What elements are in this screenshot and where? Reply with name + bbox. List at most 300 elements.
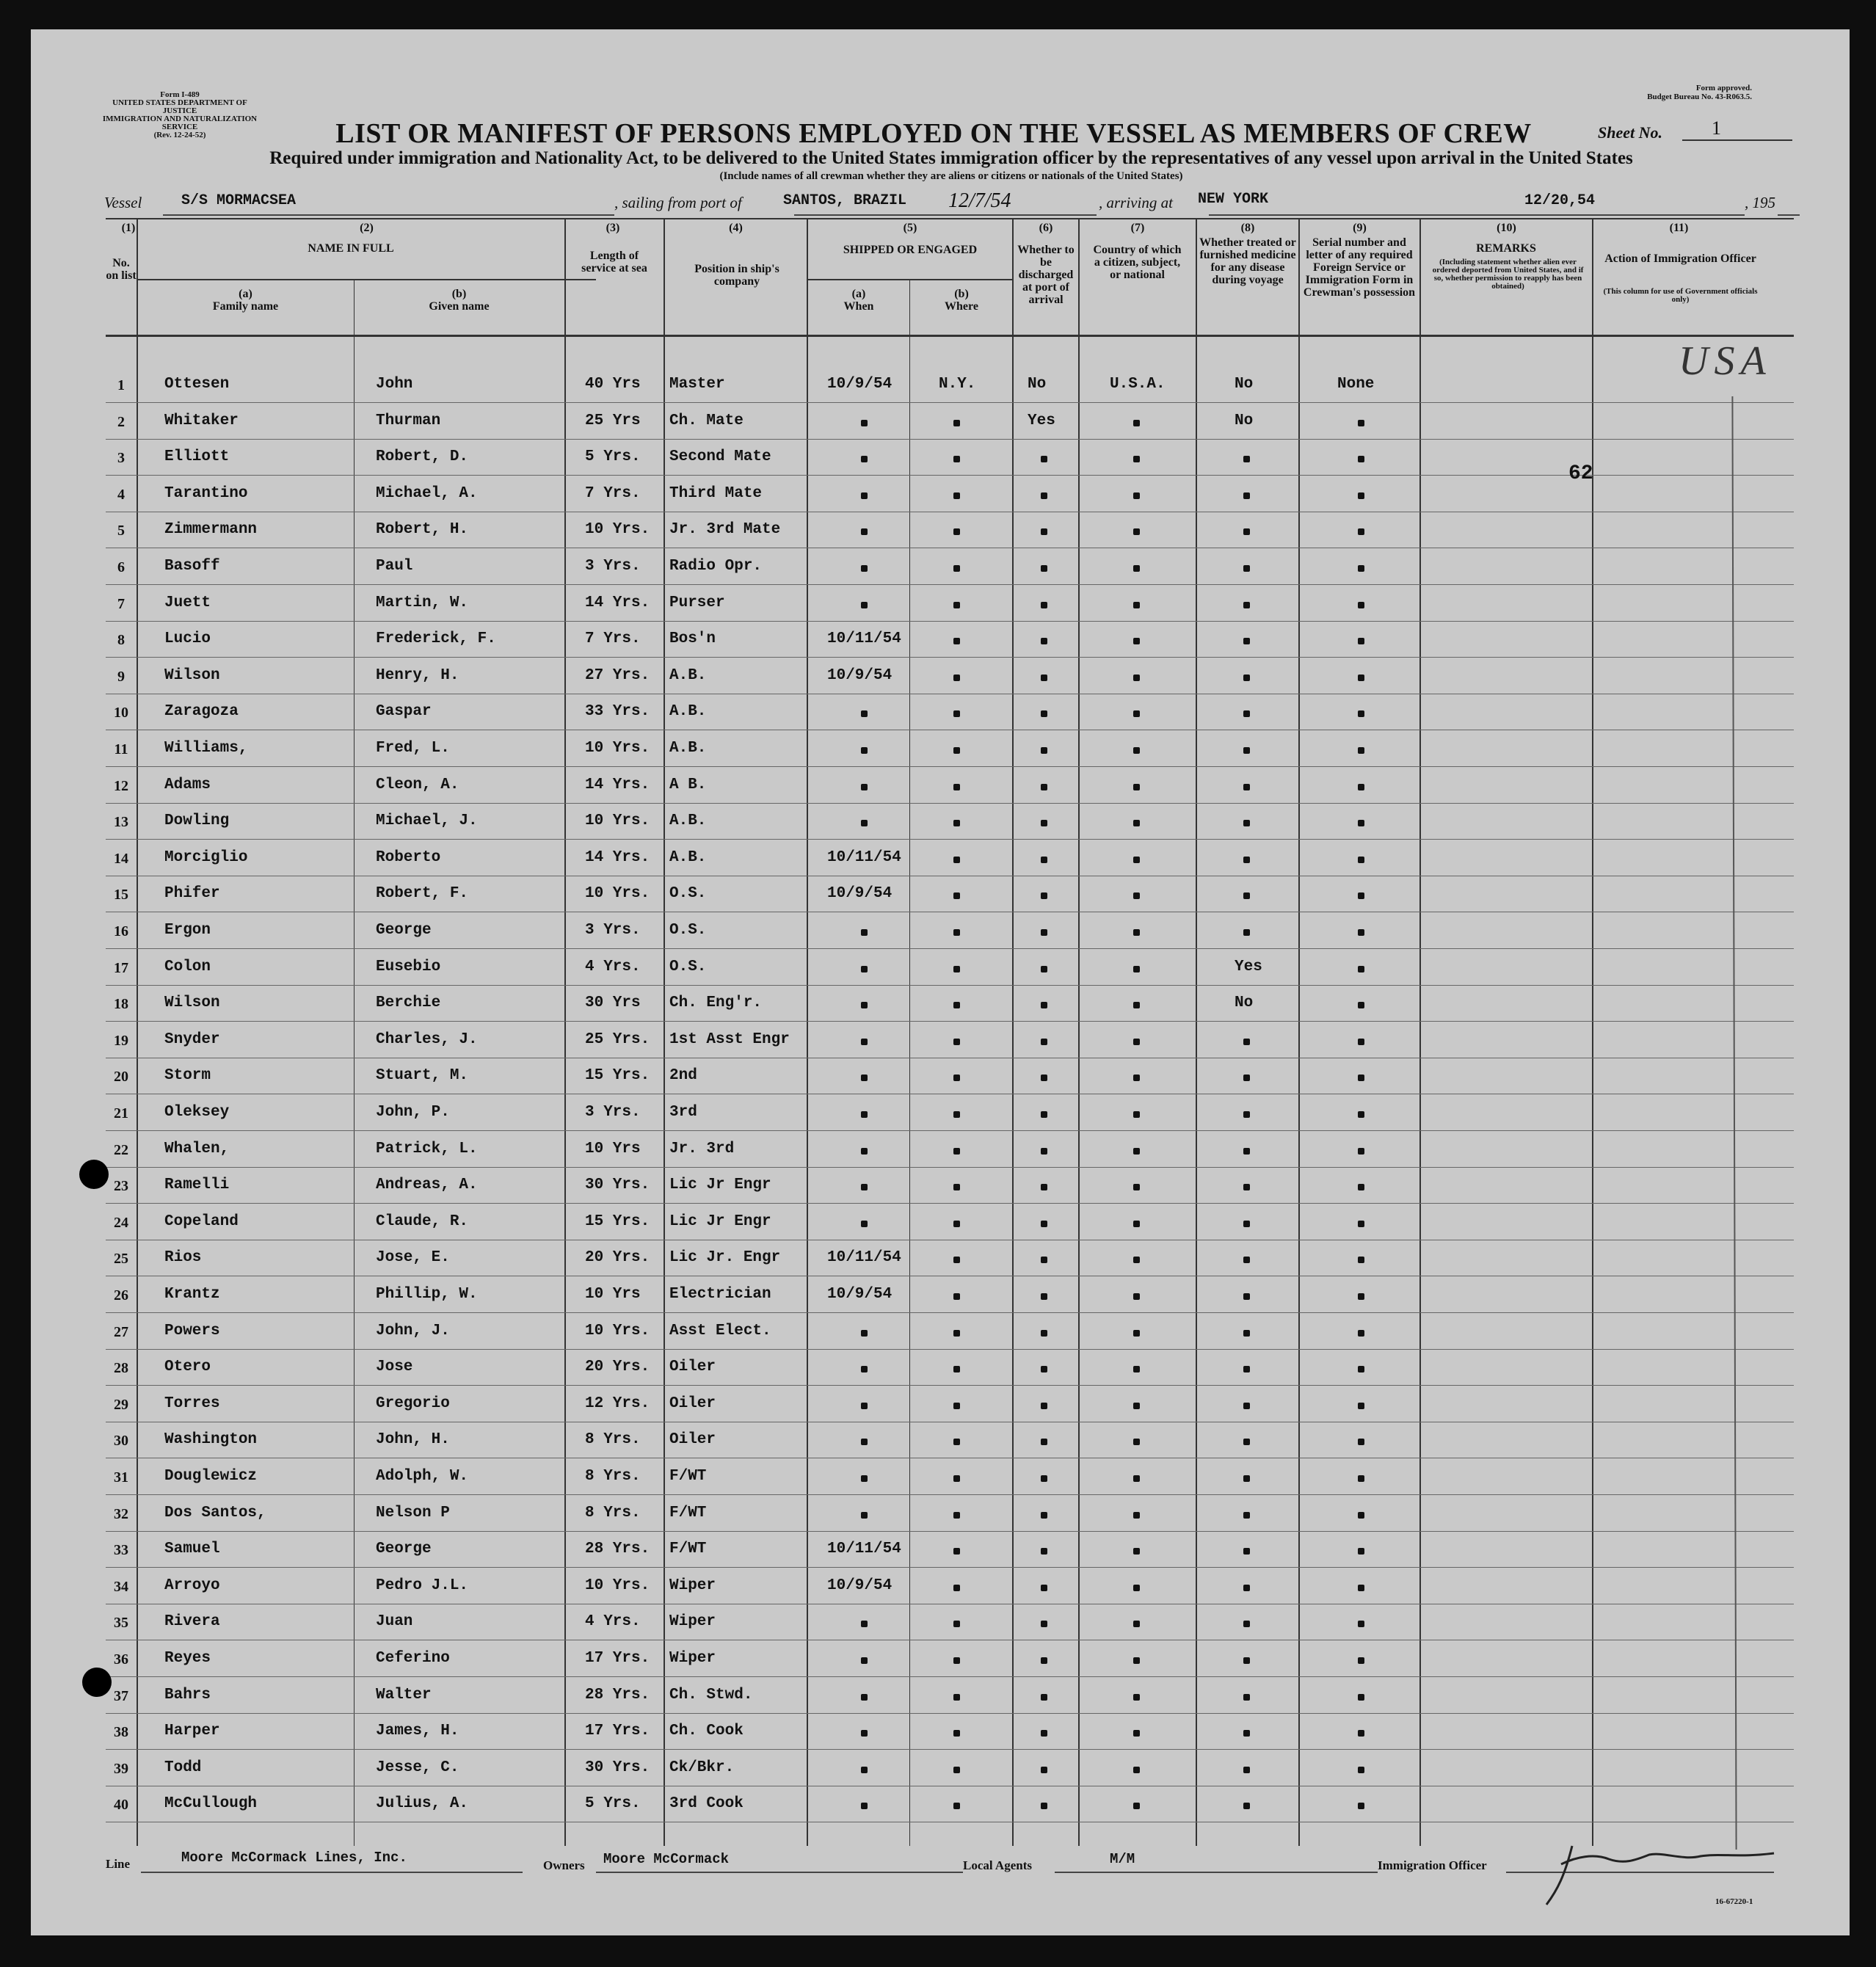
service-cell: 27 Yrs. (585, 667, 650, 684)
row-number: 40 (114, 1797, 128, 1813)
footer-line-label: Line (106, 1857, 131, 1871)
service-cell: 20 Yrs. (585, 1359, 650, 1375)
row-rule (106, 1021, 1794, 1022)
col-divider (1012, 218, 1014, 1846)
position-cell: Ch. Cook (669, 1723, 744, 1739)
position-cell: A.B. (669, 667, 707, 684)
ditto-mark (861, 1330, 868, 1337)
ditto-mark (1041, 1366, 1047, 1372)
ditto-mark (1133, 1366, 1140, 1372)
header-bottom-rule (106, 335, 1794, 337)
ditto-mark (1243, 565, 1250, 572)
row-number: 29 (114, 1397, 128, 1413)
ditto-mark (953, 857, 960, 863)
ditto-mark (1243, 1403, 1250, 1409)
row-number: 25 (114, 1251, 128, 1267)
ditto-mark (861, 1184, 868, 1190)
service-cell: 14 Yrs. (585, 849, 650, 866)
ditto-mark (1041, 1585, 1047, 1591)
service-cell: 28 Yrs. (585, 1687, 650, 1704)
service-cell: 10 Yrs. (585, 1323, 650, 1339)
ditto-mark (953, 820, 960, 826)
col8-num: (8) (1240, 222, 1255, 234)
year-line (1778, 214, 1800, 216)
given-name-cell: Thurman (376, 412, 441, 429)
form-id-left: Form I-489 UNITED STATES DEPARTMENT OF JUSTICE IMMIGRATION AND NATURALIZATION SERVICE (Rev. 12-24-52) (102, 90, 258, 139)
ditto-mark (1133, 1657, 1140, 1664)
col-divider (1078, 218, 1080, 1846)
ditto-mark (1358, 1184, 1364, 1190)
service-cell: 8 Yrs. (585, 1431, 641, 1448)
row-number: 14 (114, 851, 128, 867)
given-name-cell: George (376, 922, 432, 939)
ditto-mark (1243, 456, 1250, 462)
arriving-line (1209, 214, 1745, 216)
given-name-cell: Stuart, M. (376, 1067, 469, 1084)
ditto-mark (953, 1403, 960, 1409)
ditto-mark (1041, 1657, 1047, 1664)
position-cell: F/WT (669, 1541, 707, 1557)
row-rule (106, 439, 1794, 440)
col11-num: (11) (1669, 222, 1689, 234)
ditto-mark (953, 1585, 960, 1591)
arriving-label: , arriving at (1099, 194, 1173, 211)
ditto-mark (1243, 1293, 1250, 1300)
handwritten-note: 62 (1568, 462, 1593, 485)
ditto-mark (953, 1184, 960, 1190)
sheet-value: 1 (1712, 117, 1721, 139)
row-number: 32 (114, 1506, 128, 1522)
position-cell: Second Mate (669, 448, 771, 465)
punch-hole (79, 1160, 109, 1189)
given-name-cell: James, H. (376, 1723, 459, 1739)
ditto-mark (1041, 1803, 1047, 1809)
row-number: 20 (114, 1069, 128, 1085)
ditto-mark (861, 1366, 868, 1372)
ditto-mark (1041, 784, 1047, 790)
ditto-mark (861, 1803, 868, 1809)
col5b-header: (b) Where (945, 288, 978, 313)
ditto-mark (1243, 1803, 1250, 1809)
ditto-mark (1243, 929, 1250, 936)
ditto-mark (1358, 675, 1364, 681)
ditto-mark (1358, 1366, 1364, 1372)
shipped-when-cell: 10/9/54 (827, 1577, 892, 1594)
service-cell: 14 Yrs. (585, 595, 650, 611)
ditto-mark (953, 747, 960, 754)
ditto-mark (953, 1366, 960, 1372)
given-name-cell: John (376, 376, 413, 393)
row-rule (106, 948, 1794, 949)
family-name-cell: Torres (164, 1395, 220, 1412)
position-cell: Jr. 3rd (669, 1141, 735, 1157)
page-title: LIST OR MANIFEST OF PERSONS EMPLOYED ON THE VESSEL AS MEMBERS OF CREW (335, 118, 1532, 149)
ditto-mark (861, 420, 868, 426)
row-number: 27 (114, 1324, 128, 1340)
given-name-cell: Cleon, A. (376, 777, 459, 793)
ditto-mark (1243, 1111, 1250, 1118)
row-rule (106, 1531, 1794, 1532)
ditto-mark (1358, 492, 1364, 499)
service-cell: 30 Yrs. (585, 1759, 650, 1776)
footer-line-rule (141, 1872, 523, 1873)
family-name-cell: Zimmermann (164, 521, 258, 538)
col8-header: Whether treated or furnished medicine for any disease during voyage (1199, 236, 1296, 286)
family-name-cell: Wilson (164, 995, 220, 1011)
family-name-cell: Snyder (164, 1031, 220, 1048)
ditto-mark (1133, 1330, 1140, 1337)
ditto-mark (1243, 1075, 1250, 1081)
row-number: 19 (114, 1033, 128, 1049)
col-divider (1419, 218, 1421, 1846)
row-rule (106, 1494, 1794, 1495)
sailing-label: , sailing from port of (614, 194, 742, 211)
row-number: 9 (117, 669, 125, 685)
service-cell: 15 Yrs. (585, 1213, 650, 1230)
ditto-mark (1041, 892, 1047, 899)
ditto-mark (953, 1330, 960, 1337)
ditto-mark (1358, 1111, 1364, 1118)
col4-header: Position in ship's company (694, 263, 779, 288)
ditto-mark (953, 638, 960, 644)
ditto-mark (953, 675, 960, 681)
given-name-cell: Eusebio (376, 959, 441, 975)
ditto-mark (1358, 1148, 1364, 1155)
footer-agents-value: M/M (1110, 1851, 1135, 1867)
row-number: 33 (114, 1542, 128, 1558)
service-cell: 3 Yrs. (585, 1104, 641, 1121)
position-cell: Oiler (669, 1395, 716, 1412)
ditto-mark (1041, 820, 1047, 826)
given-name-cell: John, P. (376, 1104, 450, 1121)
service-cell: 10 Yrs. (585, 1577, 650, 1594)
family-name-cell: Copeland (164, 1213, 239, 1230)
ditto-mark (861, 1111, 868, 1118)
ditto-mark (1358, 1075, 1364, 1081)
ditto-mark (1133, 1039, 1140, 1045)
row-number: 31 (114, 1469, 128, 1486)
medicine-cell: Yes (1235, 959, 1262, 975)
family-name-cell: Whalen, (164, 1141, 230, 1157)
position-cell: F/WT (669, 1505, 707, 1521)
family-name-cell: Phifer (164, 885, 220, 902)
ditto-mark (1133, 1221, 1140, 1227)
ditto-mark (1358, 1694, 1364, 1701)
ditto-mark (1358, 747, 1364, 754)
ditto-mark (1133, 602, 1140, 608)
ditto-mark (1243, 1439, 1250, 1445)
ditto-mark (1243, 710, 1250, 717)
ditto-mark (1243, 1767, 1250, 1773)
ditto-mark (953, 1111, 960, 1118)
ditto-mark (1243, 528, 1250, 535)
ditto-mark (1133, 1075, 1140, 1081)
col-divider (909, 279, 910, 1846)
service-cell: 30 Yrs. (585, 1177, 650, 1193)
ditto-mark (1243, 1657, 1250, 1664)
ditto-mark (1243, 1694, 1250, 1701)
row-number: 12 (114, 778, 128, 794)
row-rule (106, 621, 1794, 622)
col9-num: (9) (1353, 222, 1367, 234)
row-rule (106, 1567, 1794, 1568)
ditto-mark (1243, 638, 1250, 644)
ditto-mark (1041, 1221, 1047, 1227)
ditto-mark (1133, 747, 1140, 754)
position-cell: 3rd Cook (669, 1795, 744, 1812)
position-cell: A.B. (669, 849, 707, 866)
ditto-mark (861, 565, 868, 572)
ditto-mark (1358, 966, 1364, 972)
row-rule (106, 803, 1794, 804)
position-cell: Lic Jr Engr (669, 1213, 771, 1230)
given-name-cell: Phillip, W. (376, 1286, 478, 1303)
ditto-mark (1041, 492, 1047, 499)
ditto-mark (1243, 784, 1250, 790)
ditto-mark (1243, 492, 1250, 499)
service-cell: 3 Yrs. (585, 922, 641, 939)
family-name-cell: Todd (164, 1759, 202, 1776)
ditto-mark (861, 1657, 868, 1664)
ditto-mark (861, 602, 868, 608)
ditto-mark (861, 1002, 868, 1008)
ditto-mark (1358, 929, 1364, 936)
handwritten-usa: USA (1679, 338, 1772, 384)
ditto-mark (861, 784, 868, 790)
position-cell: 2nd (669, 1067, 697, 1084)
shipped-when-cell: 10/11/54 (827, 630, 901, 647)
position-cell: Third Mate (669, 485, 763, 502)
ditto-mark (1133, 892, 1140, 899)
service-cell: 10 Yrs. (585, 740, 650, 757)
ditto-mark (1041, 1439, 1047, 1445)
vessel-value: S/S MORMACSEA (181, 192, 297, 209)
shipped-when-cell: 10/11/54 (827, 1541, 901, 1557)
ditto-mark (1133, 528, 1140, 535)
ditto-mark (1358, 1293, 1364, 1300)
discharged-cell: Yes (1028, 412, 1055, 429)
ditto-mark (861, 1221, 868, 1227)
service-cell: 4 Yrs. (585, 1613, 641, 1630)
ditto-mark (1133, 1475, 1140, 1482)
col2a-header: (a) Family name (212, 288, 279, 313)
ditto-mark (953, 1621, 960, 1627)
ditto-mark (1358, 1330, 1364, 1337)
ditto-mark (1243, 1257, 1250, 1263)
ditto-mark (1133, 1184, 1140, 1190)
family-name-cell: Douglewicz (164, 1468, 258, 1485)
family-name-cell: Washington (164, 1431, 258, 1448)
ditto-mark (1041, 966, 1047, 972)
ditto-mark (861, 929, 868, 936)
row-rule (106, 657, 1794, 658)
col2b-header: (b) Given name (429, 288, 490, 313)
ditto-mark (1133, 1694, 1140, 1701)
ditto-mark (1243, 1148, 1250, 1155)
ditto-mark (861, 1439, 868, 1445)
ditto-mark (1243, 675, 1250, 681)
col-divider (564, 218, 566, 1846)
row-number: 13 (114, 814, 128, 830)
ditto-mark (861, 747, 868, 754)
row-number: 10 (114, 705, 128, 721)
shipped-when-cell: 10/9/54 (827, 885, 892, 902)
row-rule (106, 1349, 1794, 1350)
family-name-cell: Ergon (164, 922, 211, 939)
ditto-mark (861, 1767, 868, 1773)
ditto-mark (1358, 1002, 1364, 1008)
ditto-mark (1041, 1111, 1047, 1118)
ditto-mark (1358, 1585, 1364, 1591)
ditto-mark (953, 1221, 960, 1227)
service-cell: 17 Yrs. (585, 1723, 650, 1739)
ditto-mark (1358, 1403, 1364, 1409)
ditto-mark (1041, 565, 1047, 572)
ditto-mark (1133, 710, 1140, 717)
given-name-cell: Patrick, L. (376, 1141, 478, 1157)
ditto-mark (1358, 1767, 1364, 1773)
row-rule (106, 1130, 1794, 1131)
row-rule (106, 475, 1794, 476)
given-name-cell: Jose (376, 1359, 413, 1375)
row-number: 4 (117, 487, 125, 503)
ditto-mark (1041, 1148, 1047, 1155)
ditto-mark (1358, 1548, 1364, 1555)
ditto-mark (1358, 892, 1364, 899)
given-name-cell: George (376, 1541, 432, 1557)
ditto-mark (1358, 784, 1364, 790)
row-rule (106, 1312, 1794, 1313)
given-name-cell: Michael, J. (376, 812, 478, 829)
given-name-cell: Walter (376, 1687, 432, 1704)
ditto-mark (953, 784, 960, 790)
given-name-cell: Jesse, C. (376, 1759, 459, 1776)
service-cell: 8 Yrs. (585, 1505, 641, 1521)
family-name-cell: Colon (164, 959, 211, 975)
ditto-mark (1133, 638, 1140, 644)
row-number: 39 (114, 1761, 128, 1777)
ditto-mark (861, 1075, 868, 1081)
ditto-mark (1243, 1366, 1250, 1372)
ditto-mark (953, 892, 960, 899)
ditto-mark (1041, 1039, 1047, 1045)
ditto-mark (1358, 857, 1364, 863)
given-name-cell: Jose, E. (376, 1249, 450, 1266)
position-cell: A.B. (669, 812, 707, 829)
position-cell: Bos'n (669, 630, 716, 647)
medicine-cell: No (1235, 376, 1254, 393)
family-name-cell: Morciglio (164, 849, 248, 866)
col7-header: Country of which a citizen, subject, or national (1093, 244, 1182, 281)
ditto-mark (953, 966, 960, 972)
ditto-mark (861, 1148, 868, 1155)
footer-line-value: Moore McCormack Lines, Inc. (181, 1850, 407, 1866)
ditto-mark (1133, 1439, 1140, 1445)
row-rule (106, 1385, 1794, 1386)
service-cell: 25 Yrs. (585, 1031, 650, 1048)
sheet-line (1682, 139, 1792, 141)
row-number: 23 (114, 1178, 128, 1194)
service-cell: 10 Yrs. (585, 521, 650, 538)
ditto-mark (1133, 857, 1140, 863)
service-cell: 30 Yrs (585, 995, 641, 1011)
ditto-mark (1243, 1330, 1250, 1337)
row-number: 5 (117, 523, 125, 539)
family-name-cell: Otero (164, 1359, 211, 1375)
position-cell: Radio Opr. (669, 558, 763, 575)
row-rule (106, 839, 1794, 840)
given-name-cell: John, J. (376, 1323, 450, 1339)
footer-form-code: 16-67220-1 (1715, 1897, 1753, 1906)
col4-num: (4) (729, 222, 743, 234)
ditto-mark (1041, 1403, 1047, 1409)
ditto-mark (1133, 675, 1140, 681)
ditto-mark (1358, 602, 1364, 608)
ditto-mark (1358, 1475, 1364, 1482)
ditto-mark (861, 1512, 868, 1519)
service-cell: 28 Yrs. (585, 1541, 650, 1557)
footer-officer-label: Immigration Officer (1378, 1858, 1487, 1872)
ditto-mark (953, 602, 960, 608)
family-name-cell: Powers (164, 1323, 220, 1339)
col6-num: (6) (1039, 222, 1053, 234)
ditto-mark (1358, 420, 1364, 426)
ditto-mark (1358, 1039, 1364, 1045)
col10-num: (10) (1497, 222, 1516, 234)
col6-header: Whether to be discharged at port of arrival (1017, 244, 1075, 306)
country-cell: U.S.A. (1110, 376, 1166, 393)
row-number: 6 (117, 559, 125, 575)
ditto-mark (861, 710, 868, 717)
ditto-mark (1358, 1257, 1364, 1263)
row-number: 22 (114, 1142, 128, 1158)
ditto-mark (1133, 420, 1140, 426)
position-cell: O.S. (669, 885, 707, 902)
ditto-mark (1133, 820, 1140, 826)
ditto-mark (953, 1002, 960, 1008)
given-name-cell: Claude, R. (376, 1213, 469, 1230)
col5-num: (5) (903, 222, 917, 234)
position-cell: A.B. (669, 740, 707, 757)
sailing-line (794, 214, 1097, 216)
service-cell: 4 Yrs. (585, 959, 641, 975)
ditto-mark (953, 1039, 960, 1045)
ditto-mark (1133, 1803, 1140, 1809)
service-cell: 17 Yrs. (585, 1650, 650, 1667)
service-cell: 12 Yrs. (585, 1395, 650, 1412)
ditto-mark (953, 1293, 960, 1300)
ditto-mark (1041, 675, 1047, 681)
given-name-cell: Gaspar (376, 703, 432, 720)
footer-owners-rule (596, 1872, 963, 1873)
ditto-mark (1041, 456, 1047, 462)
col3-header: Length of service at sea (581, 250, 647, 274)
col7-num: (7) (1130, 222, 1145, 234)
ditto-mark (1358, 1439, 1364, 1445)
row-rule (106, 766, 1794, 767)
shipped-when-cell: 10/11/54 (827, 1249, 901, 1266)
position-cell: 3rd (669, 1104, 697, 1121)
ditto-mark (1358, 456, 1364, 462)
ditto-mark (1041, 1512, 1047, 1519)
position-cell: Ck/Bkr. (669, 1759, 735, 1776)
given-name-cell: Adolph, W. (376, 1468, 469, 1485)
ditto-mark (1133, 1403, 1140, 1409)
ditto-mark (861, 528, 868, 535)
ditto-mark (1041, 1767, 1047, 1773)
ditto-mark (1133, 565, 1140, 572)
service-cell: 20 Yrs. (585, 1249, 650, 1266)
